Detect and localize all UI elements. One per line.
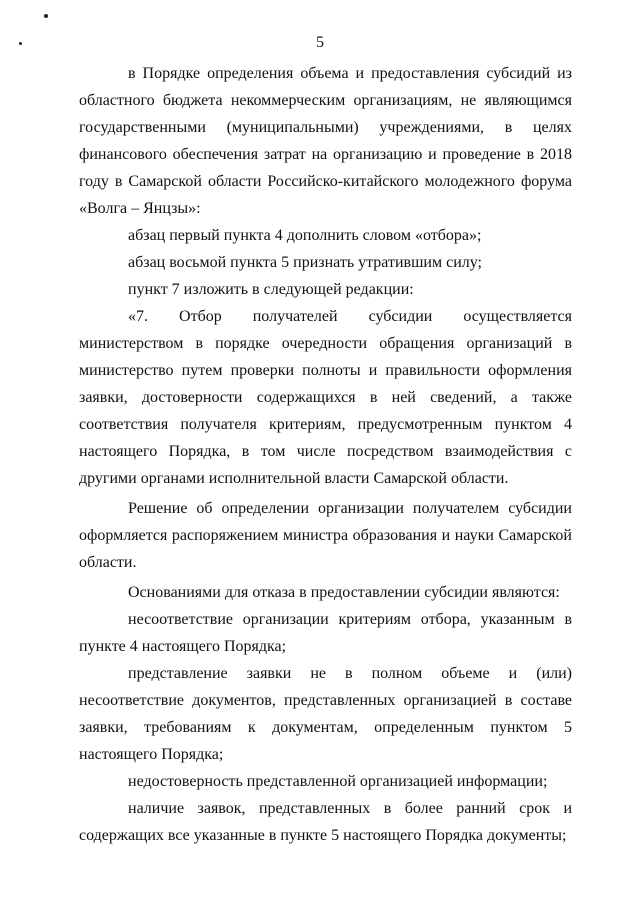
page-number: 5 (316, 34, 324, 51)
paragraph-amend-point-4: абзац первый пункта 4 дополнить словом «отбора»; (128, 227, 482, 244)
paragraph-ground-earlier-applications: наличие заявок, представленных в более ранний срок и содержащих все указанные в пункте 5 настоящего Порядка документы; (79, 800, 572, 844)
paragraph-intro: в Порядке определения объема и предоставления субсидий из областного бюджета некоммерческим организациям, не являющимся государственными (муниципальными) учреждениями, в целях финансового обеспечения затрат на организацию и проведение в 2018 году в Самарской области Российско-китайского молодежного форума «Волга – Янцзы»: (79, 65, 572, 217)
paragraph-decision: Решение об определении организации получателем субсидии оформляется распоряжением министра образования и науки Самарской области. (79, 500, 572, 571)
paragraph-point-7-text: «7. Отбор получателей субсидии осуществляется министерством в порядке очередности обращения организаций в министерство путем проверки полноты и правильности оформления заявки, достоверности содержащихся в ней сведений, а также соответствия получателя критериям, предусмотренным пунктом 4 настоящего Порядка, в том числе посредством взаимодействия с другими органами исполнительной власти Самарской области. (79, 308, 572, 487)
paragraph-ground-unreliable: недостоверность представленной организацией информации; (128, 773, 548, 790)
paragraph-amend-point-5: абзац восьмой пункта 5 признать утратившим силу; (128, 254, 482, 271)
paragraph-ground-criteria: несоответствие организации критериям отбора, указанным в пункте 4 настоящего Порядка; (79, 611, 572, 655)
paragraph-amend-point-7: пункт 7 изложить в следующей редакции: (128, 281, 414, 298)
document-body (79, 60, 572, 849)
paragraph-refusal-grounds: Основаниями для отказа в предоставлении субсидии являются: (128, 584, 560, 601)
scan-speck (44, 14, 48, 18)
paragraph-ground-incomplete: представление заявки не в полном объеме и (или) несоответствие документов, представленных организацией в составе заявки, требованиям к документам, определенным пунктом 5 настоящего Порядка; (79, 665, 572, 763)
